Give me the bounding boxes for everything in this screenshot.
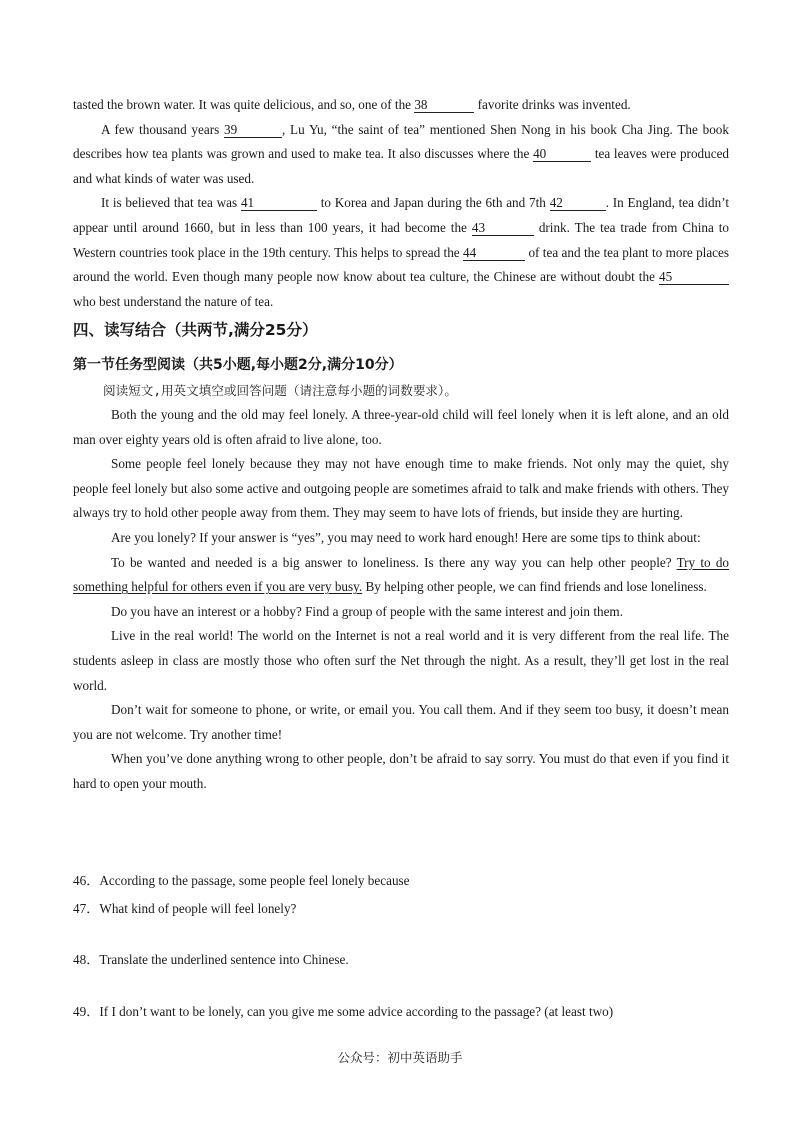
cloze-paragraph-1 — [73, 93, 729, 118]
text-segment: tea leaves were produced and what kinds of water was used. — [73, 146, 730, 186]
blank-45[interactable]: 45 — [659, 269, 729, 285]
question-47: 47．What kind of people will feel lonely? — [73, 901, 297, 916]
blank-44[interactable]: 44 — [463, 245, 525, 261]
text-segment: , Lu Yu, “the saint of tea” mentioned Shen Nong in his book Cha Jing. The book describes how tea plants was grown and used to make tea. It also discusses where the — [73, 121, 729, 162]
cloze-paragraph-3 — [73, 191, 729, 314]
text-segment: To be wanted and needed is a big answer to loneliness. Is there any way you can help other people? — [111, 554, 672, 570]
text-segment: to Korea and Japan during the 6th and 7th — [320, 195, 546, 211]
section-heading: 四、读写结合（共两节,满分25分） — [73, 321, 318, 339]
reading-passage — [73, 403, 729, 797]
text-segment: By helping other people, we can find friends and lose loneliness. — [365, 579, 707, 595]
reading-paragraph-6: Live in the real world! The world on the Internet is not a real world and it is very different from the real life. The students asleep in class are mostly those who often surf the Net through the night. As a result, they’ll get lost in the real world. — [73, 628, 729, 693]
text-segment: A few thousand years — [101, 121, 220, 137]
question-48: 48．Translate the underlined sentence into Chinese. — [73, 952, 349, 967]
cloze-passage — [73, 93, 729, 314]
blank-42[interactable]: 42 — [550, 195, 606, 211]
question-49: 49．If I don’t want to be lonely, can you give me some advice according to the passage? (at least two) — [73, 1004, 614, 1019]
reading-paragraph-5: Do you have an interest or a hobby? Find a group of people with the same interest and join them. — [111, 603, 623, 619]
blank-41[interactable]: 41 — [241, 195, 317, 211]
reading-paragraph-1: Both the young and the old may feel lonely. A three-year-old child will feel lonely when it is left alone, and an old man over eighty years old is often afraid to live alone, too. — [73, 407, 729, 447]
question-46: 46．According to the passage, some people feel lonely because — [73, 873, 410, 888]
text-segment: tasted the brown water. It was quite delicious, and so, one of the — [73, 97, 412, 112]
blank-38[interactable]: 38 — [414, 97, 474, 113]
text-segment: . In England, tea didn’t appear until around 1660, but in less than 100 years, it had become the — [73, 195, 730, 235]
cloze-paragraph-2 — [73, 118, 729, 192]
reading-paragraph-2: Some people feel lonely because they may not have enough time to make friends. Not only may the quiet, shy people feel lonely but also some active and outgoing people are sometimes afraid to talk and make friends with others. They always try to hold other people away from them. They may seem to have lots of friends, but inside they are hurting. — [73, 456, 729, 521]
text-segment: It is believed that tea was — [101, 195, 238, 211]
text-segment: of tea and the tea plant to more places around the world. Even though many people now know about tea culture, the Chinese are without doubt the — [73, 244, 730, 285]
text-segment: drink. The tea trade from China to Western countries took place in the 19th century. This helps to spread the — [73, 219, 730, 260]
instruction-text: 阅读短文,用英文填空或回答问题（请注意每小题的词数要求）。 — [103, 383, 457, 398]
text-segment: who best understand the nature of tea. — [73, 293, 274, 309]
reading-paragraph-4 — [73, 551, 729, 600]
reading-paragraph-8: When you’ve done anything wrong to other people, don’t be afraid to say sorry. You must do that even if you find it hard to open your mouth. — [73, 751, 729, 791]
underlined-sentence: Try to do something helpful for others even if you are very busy. — [73, 554, 730, 595]
text-segment: favorite drinks was invented. — [477, 97, 631, 112]
blank-43[interactable]: 43 — [472, 220, 534, 236]
subsection-heading: 第一节任务型阅读（共5小题,每小题2分,满分10分） — [73, 357, 403, 373]
page-footer: 公众号：初中英语助手 — [337, 1050, 463, 1065]
blank-40[interactable]: 40 — [533, 146, 591, 162]
blank-39[interactable]: 39 — [224, 122, 282, 138]
reading-paragraph-3: Are you lonely? If your answer is “yes”, you may need to work hard enough! Here are some tips to think about: — [111, 529, 701, 545]
reading-paragraph-7: Don’t wait for someone to phone, or write, or email you. You call them. And if they seem too busy, it doesn’t mean you are not welcome. Try another time! — [73, 702, 729, 742]
